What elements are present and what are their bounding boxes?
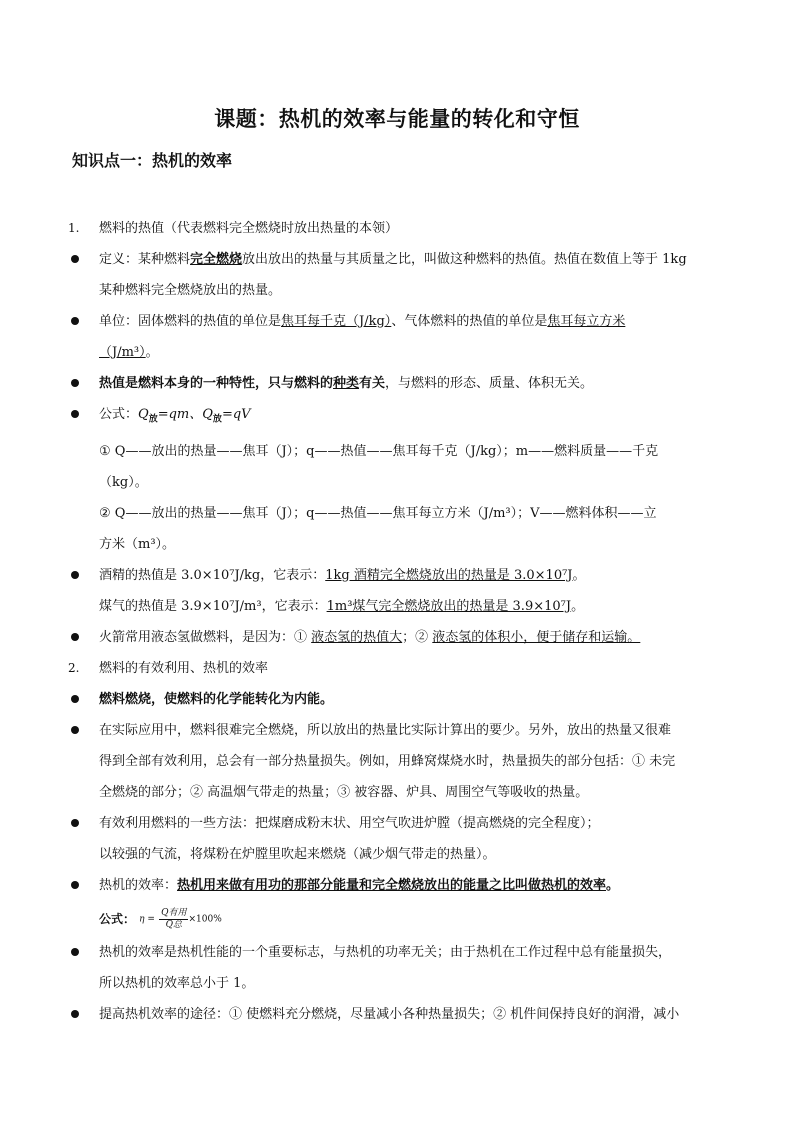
efficiency-formula: 公式： η = $\frac{\text{Q有用}}{\text{Q总}}$ ×100% [99,907,222,930]
bullet-dot-icon [71,255,79,263]
formula-legend-1: ① Q——放出的热量——焦耳（J）；q——热值——焦耳每千克（J/kg）；m——燃料质量——千克 [99,443,659,459]
document-body [68,213,728,1030]
bullet-dot-icon [71,819,79,827]
bullet-improve: 提高热机效率的途径：① 使燃料充分燃烧，尽量减小各种热量损失；② 机件间保持良好的润滑，减小 [68,999,728,1030]
bullet-dot-icon [71,379,79,387]
bullet-dot-icon [71,881,79,889]
practice-cont-1: 得到全部有效利用，总会有一部分热量损失。例如，用蜂窝煤烧水时，热量损失的部分包括：① 未完 [99,753,676,769]
bullet-dot-icon [71,633,79,641]
bullet-dot-icon [71,948,79,956]
bullet-eff-note: 热机的效率是热机性能的一个重要标志，与热机的功率无关；由于热机在工作过程中总有能量损失， [68,937,728,968]
bullet-efficiency: 热机的效率：热机用来做有用功的那部分能量和完全燃烧放出的能量之比叫做热机的效率。 [68,870,728,901]
efficiency-fraction: $\frac{\text{Q有用}}{\text{Q总}}$ [161,907,187,930]
bullet-dot-icon [71,317,79,325]
knowledge-point-heading: 知识点一：热机的效率 [72,151,233,170]
bullet-formula: 公式：$Q_放=qm$、$Q_放=qV$ [68,399,728,436]
bullet-dot-icon [71,571,79,579]
bullet-dot-icon [71,410,79,418]
bullet-practice: 在实际应用中，燃料很难完全燃烧，所以放出的热量比实际计算出的要少。另外，放出的热量又很难 [68,715,728,746]
page-title: 课题：热机的效率与能量的转化和守恒 [214,107,580,131]
section-2-heading: 2. 燃料的有效利用、热机的效率 [68,653,728,684]
eff-note-cont: 所以热机的效率总小于 1。 [99,975,255,991]
bullet-alcohol: 酒精的热值是 3.0×10⁷J/kg，它表示：1kg 酒精完全燃烧放出的热量是 3.0×10⁷J。 [68,560,728,591]
methods-cont: 以较强的气流，将煤粉在炉膛里吹起来燃烧（减少烟气带走的热量）。 [99,846,496,862]
bullet-dot-icon [71,726,79,734]
bullet-unit: 单位：固体燃料的热值的单位是焦耳每千克（J/kg）、气体燃料的热值的单位是焦耳每立方米 [68,306,728,337]
bullet-definition: 定义：某种燃料完全燃烧放出放出的热量与其质量之比，叫做这种燃料的热值。热值在数值上等于 1kg [68,244,728,275]
formula-legend-1-cont: （kg）。 [99,474,148,490]
bullet-property: 热值是燃料本身的一种特性，只与燃料的种类有关，与燃料的形态、质量、体积无关。 [68,368,728,399]
bullet-unit-cont: （J/m³）。 [99,345,159,360]
bullet-dot-icon [71,1010,79,1018]
bullet-burn: 燃料燃烧，使燃料的化学能转化为内能。 [68,684,728,715]
practice-cont-2: 全燃烧的部分；② 高温烟气带走的热量；③ 被容器、炉具、周围空气等吸收的热量。 [99,784,589,800]
bullet-definition-cont: 某种燃料完全燃烧放出的热量。 [99,283,282,298]
section-number: 1. [68,221,80,235]
formula-legend-2: ② Q——放出的热量——焦耳（J）；q——热值——焦耳每立方米（J/m³）；V——燃料体积——立 [99,505,657,521]
bullet-dot-icon [71,695,79,703]
bullet-rocket: 火箭常用液态氢做燃料，是因为：① 液态氢的热值大；② 液态氢的体积小，便于储存和运输。 [68,622,728,653]
section-number: 2. [68,660,80,675]
bullet-methods: 有效利用燃料的一些方法：把煤磨成粉末状、用空气吹进炉膛（提高燃烧的完全程度）； [68,808,728,839]
gas-heat-value: 煤气的热值是 3.9×10⁷J/m³，它表示：1m³煤气完全燃烧放出的热量是 3.9×10⁷J。 [99,598,585,614]
formula-legend-2-cont: 方米（m³）。 [99,536,176,552]
section-1-heading: 1. 燃料的热值（代表燃料完全燃烧时放出热量的本领） [68,213,728,244]
